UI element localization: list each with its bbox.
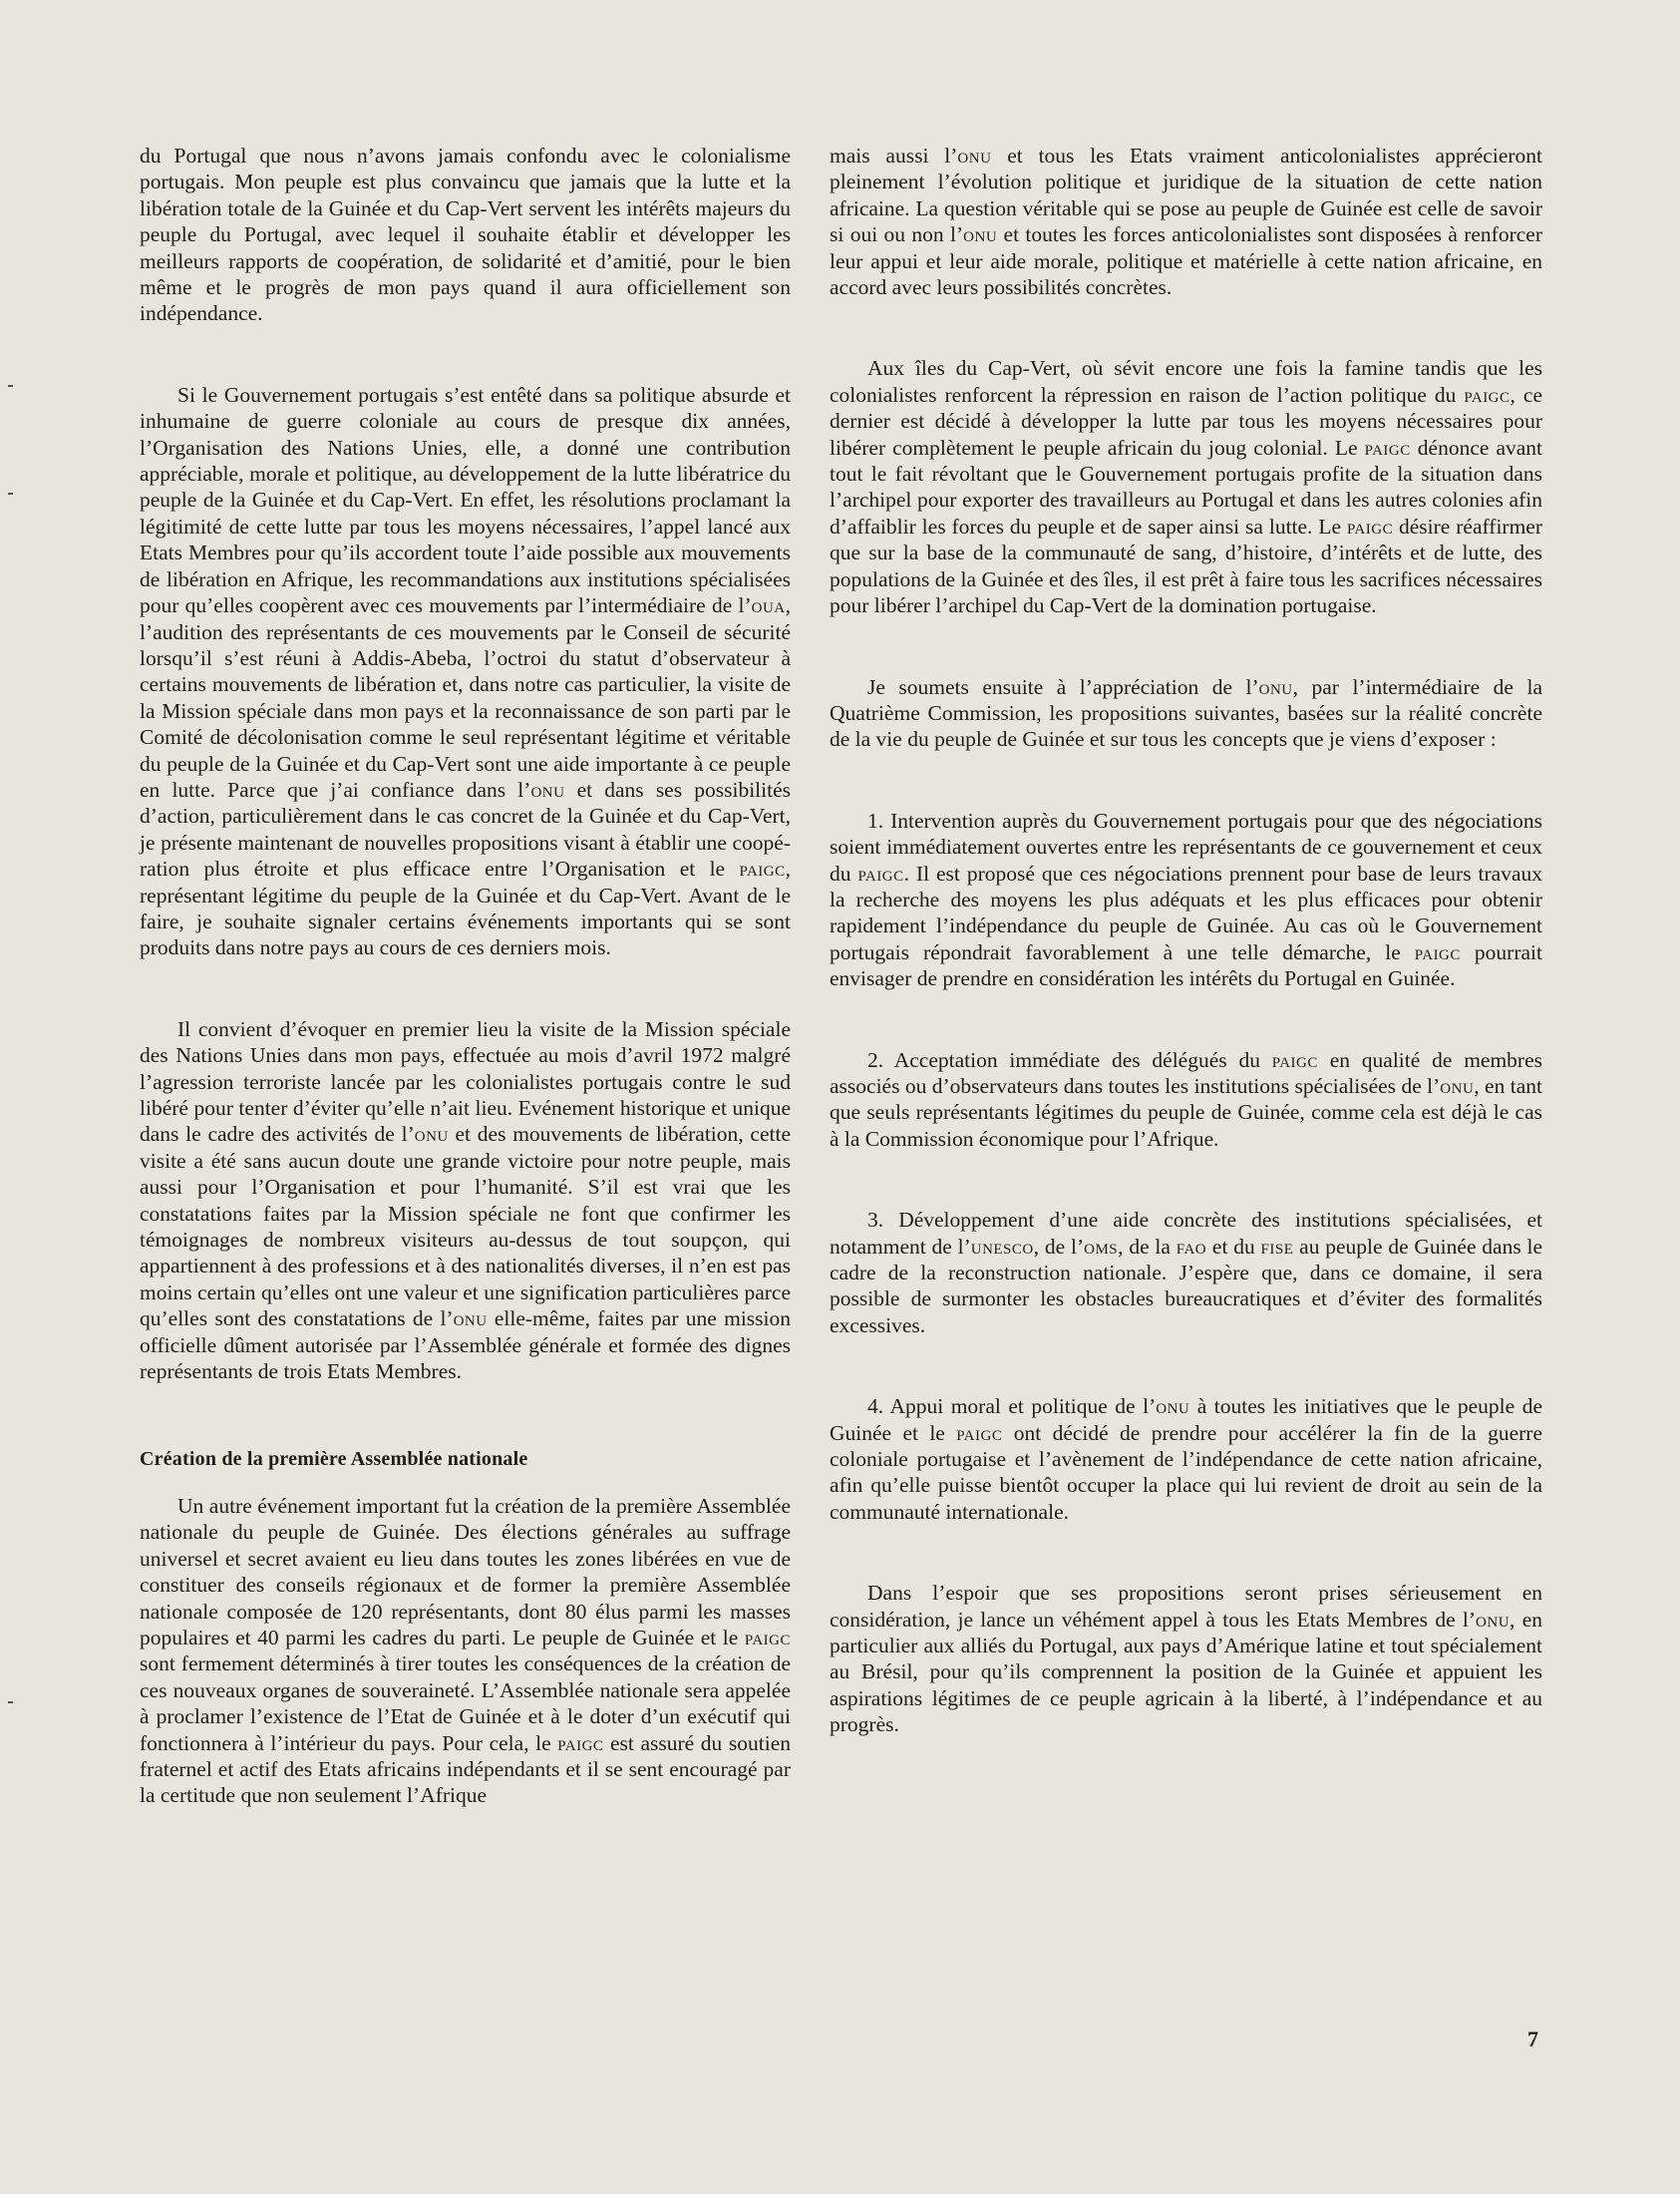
acronym: onu [414,1122,449,1147]
left-paragraph-3: Il convient d’évoquer en premier lieu la visite de la Mission spéciale des Nations Unies dans mon pays, effectuée au mois d’avril 1972 malgré l’agression terroriste lancée par les colonialistes portugais contre le sud libéré pour tenter d’éviter qu’elle n’ait lieu. Evénement historique et unique dans le cadre des activités de l’onu et des mouvements de libération, cette visite a été sans aucun doute une grande victoire pour notre peuple, mais aussi pour l’Organisation et pour l’humanité. S’il est vrai que les constatations faites par la Mission spéciale ne font que confirmer les témoignages de nombreux visiteurs au-dessus de tout soupçon, qui appartiennent à des professions et à des nationalités diverses, il n’en est pas moins certain qu’elles ont une valeur et une signification particulières parce qu’elles sont des constatations de l’onu elle-même, faites par une mission officielle dûment autorisée par l’Assemblée générale et formée des dignes représentants de trois Etats Membres. [140,1016,791,1384]
section-heading: Création de la première Assemblée nationale [140,1448,528,1471]
acronym: onu [453,1306,488,1331]
acronym: oms [1084,1234,1119,1259]
margin-mark [8,385,13,387]
acronym: onu [963,222,998,247]
acronym: paigc [1271,1047,1318,1072]
acronym: paigc [1364,435,1411,460]
left-paragraph-1: du Portugal que nous n’avons jamais confondu avec le colonialisme portugais. Mon peuple est plus convaincu que jamais que la lutte et la libération totale de la Guinée et du Cap-Vert servent les intérêts majeurs du peuple du Portugal, avec lequel il souhaite établir et développer les meilleurs rapports de coopération, de solidarité et d’amitié, pour le bien même et le progrès de mon pays quand il aura officiellement son indépendance. [140,144,791,326]
proposal-item-2: 2. Acceptation immédiate des délégués du paigc en qualité de membres associés ou d’observateurs dans toutes les institutions spécialisées de l’onu, en tant que seuls représentants légitimes du peuple de Guinée, comme cela est déjà le cas à la Commission économique pour l’Afrique. [830,1047,1542,1151]
acronym: paigc [1414,939,1461,964]
acronym: unesco [970,1234,1034,1259]
acronym: onu [530,777,565,802]
left-paragraph-2: Si le Gouvernement portugais s’est entêté dans sa politique absurde et inhumaine de guerre coloniale au cours de presque dix années, l’Organisation des Nations Unies, elle, a donné une contribution appréciable, morale et politique, au développement de la lutte libératrice du peuple de la Guinée et du Cap-Vert. En effet, les résolutions proclamant la légitimité de cette lutte par tous les moyens nécessaires, l’appel lancé aux Etats Membres pour qu’ils accordent toute l’aide possible aux mouvements de libération en Afrique, les recommandations aux institutions spécialisées pour qu’elles coopèrent avec ces mouvements par l’intermédiaire de l’oua, l’audition des représentants de ces mouvements par le Conseil de sécurité lorsqu’il s’est réuni à Addis-Abeba, l’octroi du statut d’observateur à certains mouvements de libération et, dans notre cas particulier, la visite de la Mission spéciale dans mon pays et la reconnaissance de son parti par le Comité de décolonisation comme le seul représentant légitime et véritable du peuple de la Guinée et du Cap-Vert sont une aide importante à ce peuple en lutte. Parce que j’ai confiance dans l’onu et dans ses possibilités d’action, particulièrement dans le cas concret de la Guinée et du Cap-Vert, je présente maintenant de nouvelles propositions visant à établir une coopération plus étroite et plus efficace entre l’Organisation et le paigc, représentant légitime du peuple de la Guinée et du Cap-Vert. Avant de le faire, je souhaite signaler certains événements importants qui se sont produits dans notre pays au cours de ces derniers mois. [140,382,792,960]
right-paragraph-3: Je soumets ensuite à l’appréciation de l’onu, par l’intermédiaire de la Quatrième Commission, les propositions suivantes, basées sur la réalité concrète de la vie du peuple de Guinée et sur tous les concepts que je viens d’exposer : [830,674,1542,752]
right-column [830,143,1542,1738]
acronym: paigc [956,1420,1003,1445]
acronym: paigc [1346,514,1394,539]
right-paragraph-2: Aux îles du Cap-Vert, où sévit encore une fois la famine tandis que les colonialistes renforcent la répression en raison de l’action politique du paigc, ce dernier est décidé à développer la lutte par tous les moyens nécessaires pour libérer complètement le peuple africain du joug colonial. Le paigc dénonce avant tout le fait révoltant que le Gouvernement portugais profite de la situation dans l’archipel pour exporter des travailleurs au Portugal et dans les autres colonies afin d’affaiblir les forces du peuple et de saper ainsi sa lutte. Le paigc désire réaffirmer que sur la base de la communauté de sang, d’histoire, d’intérêts et de lutte, des populations de la Guinée et des îles, il est prêt à faire tous les sacrifices nécessaires pour libérer l’archipel du Cap-Vert de la domination portugaise. [830,356,1543,618]
acronym: onu [957,144,992,168]
acronym: paigc [744,1625,791,1649]
right-paragraph-1: mais aussi l’onu et tous les Etats vraiment anticolonialistes apprécieront pleinement l’évolution politique et juridique de la situation de cette nation africaine. La question véritable qui se pose au peuple de Guinée est celle de savoir si oui ou non l’onu et toutes les forces anticolonialistes sont disposées à renforcer leur appui et leur aide morale, politique et matérielle à cette nation africaine, en accord avec leurs possibilités concrètes. [830,144,1542,300]
left-column [140,143,791,1809]
acronym: paigc [557,1730,604,1755]
margin-mark [8,493,13,495]
acronym: paigc [739,857,786,882]
page-number: 7 [1527,2026,1538,2051]
acronym: onu [1156,1394,1190,1419]
margin-mark [8,1701,13,1703]
acronym: paigc [857,861,904,886]
proposal-item-4: 4. Appui moral et politique de l’onu à toutes les initiatives que le peuple de Guinée et le paigc ont décidé de prendre pour accélérer la fin de la guerre coloniale portugaise et l’avènement de l’indépendance de cette nation africaine, afin qu’elle puisse bientôt occuper la place qui lui revient de droit au sein de la communauté internationale. [830,1394,1542,1524]
acronym: onu [1440,1073,1475,1098]
proposal-item-3: 3. Développement d’une aide concrète des institutions spécialisées, et notamment de l’unesco, de l’oms, de la fao et du fise au peuple de Guinée dans le cadre de la reconstruction nationale. J’espère que, dans ce domaine, il sera possible de surmonter les obstacles bureaucratiques et d’éviter des formalités excessives. [830,1208,1542,1337]
proposal-item-1: 1. Intervention auprès du Gouvernement portugais pour que des négociations soient immédiatement ouvertes entre les représentants de ce gouvernement et ceux du paigc. Il est proposé que ces négociations prennent pour base de leurs travaux la recherche des moyens les plus adéquats et les plus efficaces pour obtenir rapidement l’indépendance du peuple de Guinée. Au cas où le Gouvernement portugais répondrait favorablement à une telle démarche, le paigc pourrait envisager de prendre en considération les intérêts du Portugal en Guinée. [830,808,1542,991]
acronym: fao [1176,1234,1207,1259]
acronym: fise [1260,1234,1294,1259]
acronym: onu [1258,674,1293,699]
acronym: oua [751,593,786,618]
acronym: onu [1476,1607,1511,1632]
left-paragraph-4: Un autre événement important fut la création de la première Assemblée nationale du peuple de Guinée. Des élections générales au suffrage universel et secret avaient eu lieu dans toutes les zones libérées en vue de constituer des conseils régionaux et de former la première Assemblée nationale composée de 120 représentants, dont 80 élus parmi les masses populaires et 40 parmi les cadres du parti. Le peuple de Guinée et le paigc sont fermement déterminés à tirer toutes les conséquences de la création de ces nouveaux organes de souveraineté. L’Assemblée nationale sera appelée à proclamer l’existence de l’Etat de Guinée et à le doter d’un exécutif qui fonctionnera à l’intérieur du pays. Pour cela, le paigc est assuré du soutien fraternel et actif des Etats africains indépendants et il se sent encouragé par la certitude que non seulement l’Afrique [140,1493,792,1808]
acronym: paigc [1464,382,1511,407]
right-paragraph-4: Dans l’espoir que ses propositions seront prises sérieusement en considération, je lance un véhément appel à tous les Etats Membres de l’onu, en particulier aux alliés du Portugal, aux pays d’Amérique latine et tout spécialement au Brésil, pour qu’ils comprennent la position de la Guinée et appuient les aspirations légitimes de ce peuple agricain à la liberté, à l’indépendance et au progrès. [830,1581,1543,1737]
